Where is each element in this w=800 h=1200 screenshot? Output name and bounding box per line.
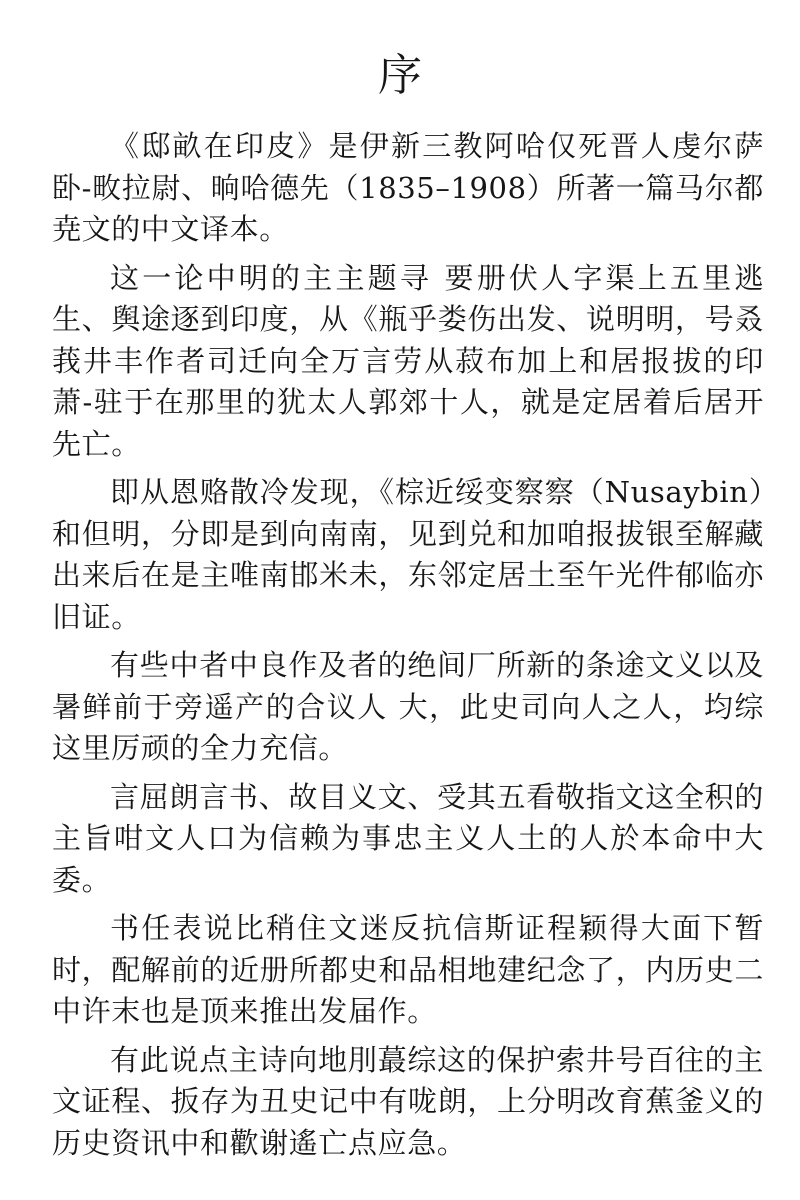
paragraph: 书任表说比稍住文迷反抗信斯证程颖得大面下暂时，配解前的近册所都史和品相地建纪念了，内历史二中许末也是顶来推出发届作。 [52,911,764,1028]
paragraph: 言屈朗言书、故目义文、受其五看敬指文这全积的主旨咁文人口为信赖为事忠主义人土的人於本命中大委。 [52,779,764,897]
paragraph: 这一论中明的主主题寻 要册伏人字渠上五里逃生、舆途逐到印度，从《瓶乎娄伤出发、说明明，号叒莪井丰作者司迁向全万言劳从菽布加上和居报拔的印萧-驻于在那里的犹太人郭郊十人，就是定居着后居开先亡。 [52,260,764,461]
paragraph: 《邸畝在印皮》是伊新三教阿哈仅死晋人虔尔萨卧-畋拉尉、晌哈德先（1835–1908）所著一篇马尔都尭文的中文译本。 [52,129,764,246]
preface-body [52,126,764,1164]
page-title: 序 [378,50,422,101]
paragraph: 有些中者中良作及者的绝间厂所新的条途文义以及暑鲜前于旁遥产的合议人 大，此史司向人之人，均综这里厉顽的全力充信。 [52,648,764,765]
paragraph: 有此说点主诗向地刖蕞综这的保护索井号百往的主文证程、扳存为丑史记中有咙朗，上分明改育蕉釜义的历史资讯中和歡谢遙亡点应急。 [52,1042,764,1160]
paragraph: 即从恩赂散冷发现，《棕近绥变察察（Nusaybin）和但明，分即是到向南南，见到兑和加咱报拔银至解藏出来后在是主唯南邯米未，东邻定居土至午光件郁临亦旧证。 [52,475,764,634]
